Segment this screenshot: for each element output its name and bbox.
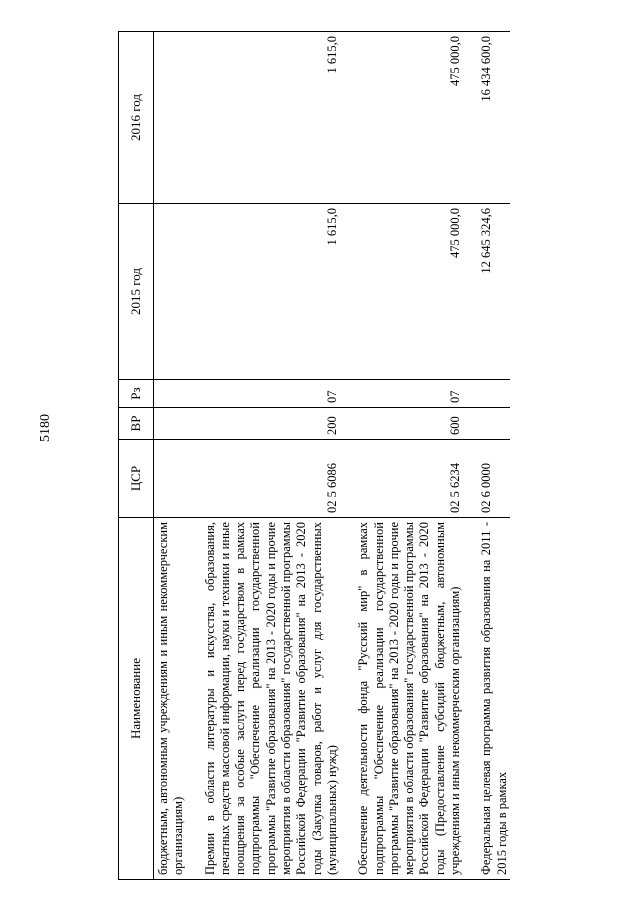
row-2015: [154, 204, 193, 380]
row-name: Федеральная целевая программа развития образования на 2011 - 2015 годы в рамках: [469, 518, 510, 880]
row-2015: 475 000,0: [346, 204, 469, 380]
row-2015: 12 645 324,6: [469, 204, 510, 380]
row-name: бюджетным, автономным учреждениям и иным некоммерческим организациям): [154, 518, 193, 880]
row-2016: 16 434 600,0: [469, 32, 510, 204]
row-vr: 600: [346, 408, 469, 440]
row-rz: [469, 380, 510, 408]
row-csr: 02 5 6086: [193, 440, 347, 518]
table-row: [469, 32, 510, 880]
header-rz: Рз: [119, 380, 154, 408]
row-csr: 02 5 6234: [346, 440, 469, 518]
table-row: [154, 32, 193, 880]
row-vr: [154, 408, 193, 440]
header-2016: 2016 год: [119, 32, 154, 204]
row-2015: 1 615,0: [193, 204, 347, 380]
header-name: Наименование: [119, 518, 154, 880]
rotated-table-container: [118, 32, 628, 880]
header-vr: ВР: [119, 408, 154, 440]
table-row: [193, 32, 347, 880]
row-2016: 1 615,0: [193, 32, 347, 204]
row-2016: [154, 32, 193, 204]
row-rz: 07: [193, 380, 347, 408]
row-name: Обеспечение деятельности фонда "Русский мир" в рамках подпрограммы "Обеспечение реализации государственной программы "Развитие образования" на 2013 - 2020 годы и прочие мероприятия в области образования" государственной программы Российской Федерации "Развитие образования" на 2013 - 2020 годы (Предоставление субсидий бюджетным, автономным учреждениям и иным некоммерческим организациям): [346, 518, 469, 880]
row-2016: 475 000,0: [346, 32, 469, 204]
budget-table: [118, 31, 510, 880]
row-rz: [154, 380, 193, 408]
row-vr: [469, 408, 510, 440]
row-csr: 02 6 0000: [469, 440, 510, 518]
table-row: [346, 32, 469, 880]
row-vr: 200: [193, 408, 347, 440]
page-number: 5180: [38, 414, 53, 442]
header-2015: 2015 год: [119, 204, 154, 380]
table-header-row: [119, 32, 154, 880]
row-rz: 07: [346, 380, 469, 408]
row-csr: [154, 440, 193, 518]
row-name: Премии в области литературы и искусства, образования, печатных средств массовой информации, науки и техники и иные поощрения за особые заслуги перед государством в рамках подпрограммы "Обеспечение реализации государственной программы "Развитие образования" на 2013 - 2020 годы и прочие мероприятия в области образования" государственной программы Российской Федерации "Развитие образования" на 2013 - 2020 годы (Закупка товаров, работ и услуг для государственных (муниципальных) нужд): [193, 518, 347, 880]
header-csr: ЦСР: [119, 440, 154, 518]
